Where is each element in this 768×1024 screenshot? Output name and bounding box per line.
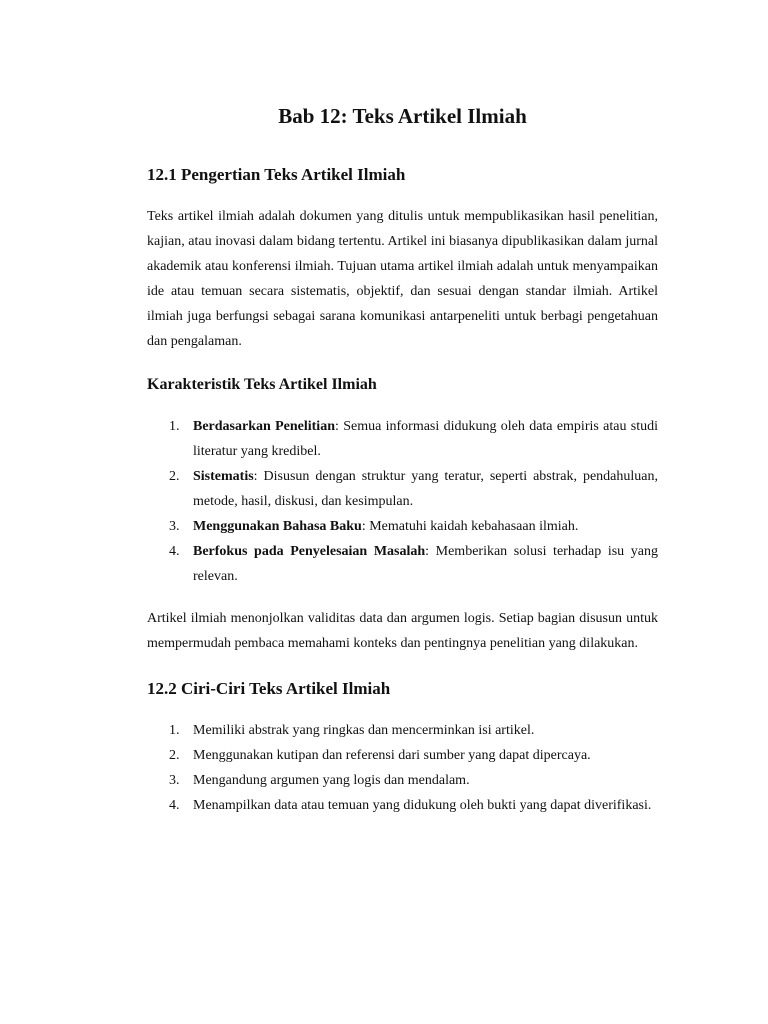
list-text: : Memberikan solusi terhadap isu yang relevan. [193,544,658,584]
document-content [147,100,658,818]
characteristics-heading: Karakteristik Teks Artikel Ilmiah [147,376,377,393]
list-item [169,414,658,464]
list-item [169,768,658,793]
list-item [169,718,658,743]
characteristics-closing-paragraph: Artikel ilmiah menonjolkan validitas data dan argumen logis. Setiap bagian disusun untuk mempermudah pembaca memahami konteks dan pentingnya penelitian yang dilakukan. [147,611,658,651]
chapter-title: Bab 12: Teks Artikel Ilmiah [278,104,527,128]
list-text: : Mematuhi kaidah kebahasaan ilmiah. [361,519,579,534]
list-term: Sistematis [193,469,254,484]
list-text: : Disusun dengan struktur yang teratur, seperti abstrak, pendahuluan, metode, hasil, diskusi, dan kesimpulan. [193,469,658,509]
list-term: Berdasarkan Penelitian [193,419,335,434]
definition-paragraph: Teks artikel ilmiah adalah dokumen yang ditulis untuk mempublikasikan hasil penelitian, kajian, atau inovasi dalam bidang tertentu. Artikel ini biasanya dipublikasikan dalam jurnal akademik atau konferensi ilmiah. Tujuan utama artikel ilmiah adalah untuk menyampaikan ide atau temuan secara sistematis, objektif, dan sesuai dengan standar ilmiah. Artikel ilmiah juga berfungsi sebagai sarana komunikasi antarpeneliti untuk berbagi pengetahuan dan pengalaman. [147,209,658,349]
list-item [169,743,658,768]
list-text: Memiliki abstrak yang ringkas dan mencerminkan isi artikel. [193,723,535,738]
list-text: Mengandung argumen yang logis dan mendalam. [193,773,470,788]
list-item [169,464,658,514]
list-term: Menggunakan Bahasa Baku [193,519,362,534]
list-term: Berfokus pada Penyelesaian Masalah [193,544,426,559]
list-number: 1. [169,419,180,434]
section-heading-definition: 12.1 Pengertian Teks Artikel Ilmiah [147,165,406,184]
list-item [169,539,658,589]
section-heading-features: 12.2 Ciri-Ciri Teks Artikel Ilmiah [147,679,391,698]
list-number: 1. [169,723,180,738]
list-item [169,514,658,539]
list-number: 3. [169,773,180,788]
list-number: 2. [169,469,180,484]
list-text: : Semua informasi didukung oleh data empiris atau studi literatur yang kredibel. [193,419,658,459]
features-list [147,718,658,818]
list-number: 2. [169,748,180,763]
list-item [169,793,658,818]
list-text: Menampilkan data atau temuan yang didukung oleh bukti yang dapat diverifikasi. [193,798,652,813]
list-text: Menggunakan kutipan dan referensi dari sumber yang dapat dipercaya. [193,748,591,763]
list-number: 4. [169,798,180,813]
list-number: 3. [169,519,180,534]
characteristics-list [147,414,658,589]
list-number: 4. [169,544,180,559]
